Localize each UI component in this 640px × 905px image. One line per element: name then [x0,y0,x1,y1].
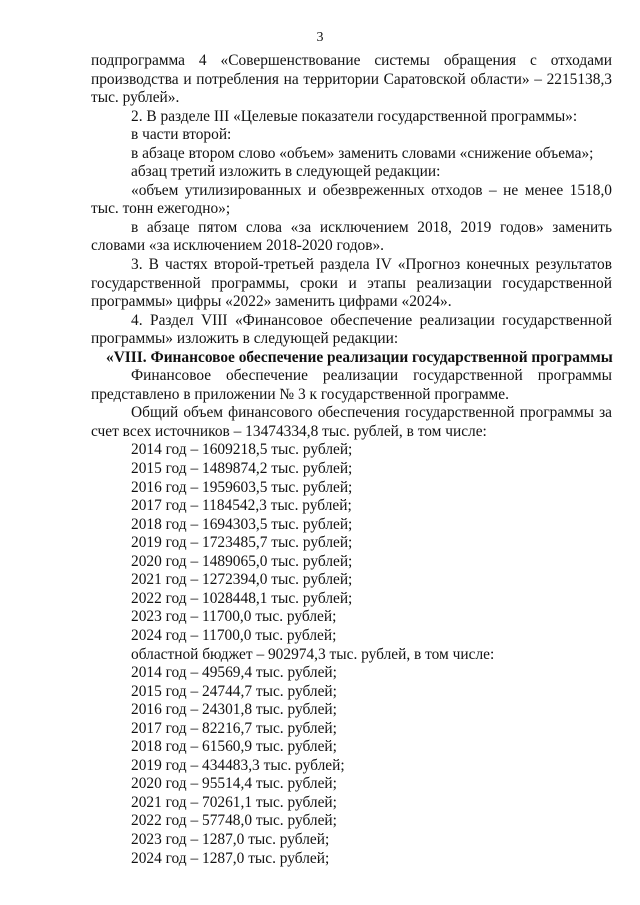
document-body [91,52,612,868]
list-item: 2018 год – 1694303,5 тыс. рублей; [131,515,353,533]
section-heading: «VIII. Финансовое обеспечение реализации государственной программы [106,348,613,366]
list-item: 2020 год – 95514,4 тыс. рублей; [131,775,337,793]
paragraph-section-8: 4. Раздел VIII «Финансовое обеспечение реализации государственной программы» изложить в следующей редакции: [91,311,612,348]
totals-by-year-list [91,441,612,645]
paragraph-abzac-two: в абзаце втором слово «объем» заменить словами «снижение объема»; [131,144,594,162]
list-item: 2014 год – 49569,4 тыс. рублей; [131,664,337,682]
list-item: 2017 год – 1184542,3 тыс. рублей; [131,497,352,515]
list-item: 2021 год – 70261,1 тыс. рублей; [131,793,337,811]
paragraph-waste-volume: «объем утилизированных и обезвреженных отходов – не менее 1518,0 тыс. тонн ежегодно»; [91,181,612,218]
list-item: 2014 год – 1609218,5 тыс. рублей; [131,441,353,459]
paragraph-abzac-three: абзац третий изложить в следующей редакции: [131,163,441,181]
paragraph-part-two: в части второй: [131,126,232,144]
list-item: 2023 год – 1287,0 тыс. рублей; [131,830,330,848]
paragraph-total-financing: Общий объем финансового обеспечения государственной программы за счет всех источников – 13474334,8 тыс. рублей, в том числе: [91,404,612,440]
paragraph-section-3: 2. В разделе III «Целевые показатели государственной программы»: [131,107,578,125]
paragraph-abzac-five: в абзаце пятом слова «за исключением 2018, 2019 годов» заменить словами «за исключением 2018-2020 годов». [91,218,612,255]
paragraph-regional-budget: областной бюджет – 902974,3 тыс. рублей, в том числе: [131,645,495,663]
regional-budget-by-year-list [91,664,612,868]
list-item: 2023 год – 11700,0 тыс. рублей; [131,608,337,626]
list-item: 2019 год – 434483,3 тыс. рублей; [131,756,345,774]
page-number: 3 [316,30,324,45]
list-item: 2020 год – 1489065,0 тыс. рублей; [131,552,353,570]
list-item: 2024 год – 11700,0 тыс. рублей; [131,626,337,644]
list-item: 2019 год – 1723485,7 тыс. рублей; [131,534,353,552]
list-item: 2016 год – 1959603,5 тыс. рублей; [131,478,353,496]
list-item: 2017 год – 82216,7 тыс. рублей; [131,719,337,737]
list-item: 2024 год – 1287,0 тыс. рублей; [131,849,330,867]
list-item: 2016 год – 24301,8 тыс. рублей; [131,701,337,719]
paragraph-subprogram-4: подпрограмма 4 «Совершенствование системы обращения с отходами производства и потребления на территории Саратовской области» – 2215138,3 тыс. рублей». [91,52,612,107]
paragraph-section-4: 3. В частях второй-третьей раздела IV «Прогноз конечных результатов государственной программы, сроки и этапы реализации государственной программы» цифры «2022» заменить цифрами «2024». [91,256,612,311]
list-item: 2015 год – 1489874,2 тыс. рублей; [131,460,353,478]
list-item: 2022 год – 1028448,1 тыс. рублей; [131,589,353,607]
paragraph-financing-appendix: Финансовое обеспечение реализации государственной программы представлено в приложении № 3 к государственной программе. [91,367,612,403]
list-item: 2021 год – 1272394,0 тыс. рублей; [131,571,353,589]
list-item: 2018 год – 61560,9 тыс. рублей; [131,738,337,756]
list-item: 2022 год – 57748,0 тыс. рублей; [131,812,337,830]
list-item: 2015 год – 24744,7 тыс. рублей; [131,682,337,700]
